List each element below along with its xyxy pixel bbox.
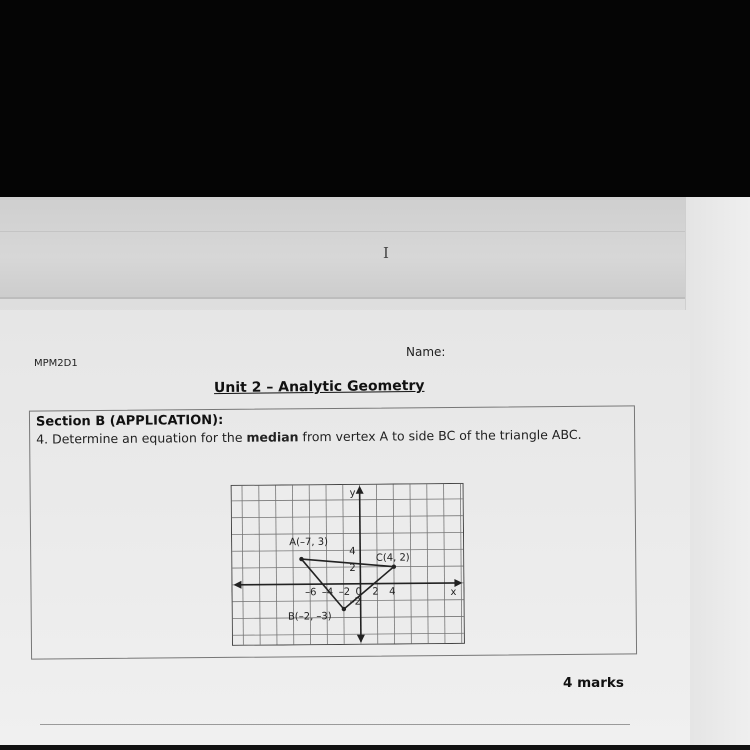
x-tick-label: –2	[338, 586, 351, 598]
toolbar-divider	[0, 231, 700, 232]
scrollbar-gutter[interactable]	[685, 197, 750, 750]
vertex-point	[342, 607, 346, 611]
question-text	[36, 426, 626, 447]
black-bottom-edge	[0, 745, 750, 750]
question-box	[29, 405, 637, 659]
unit-title: Unit 2 – Analytic Geometry	[213, 377, 425, 397]
document-page	[0, 310, 690, 750]
question-keyword: median	[246, 429, 299, 445]
y-tick-label: –2	[349, 596, 362, 608]
section-heading: Section B (APPLICATION):	[35, 412, 224, 430]
marks-label: 4 marks	[563, 675, 624, 691]
x-tick-label: 0	[355, 586, 362, 598]
text-cursor-icon: I	[383, 244, 389, 262]
answer-rule	[40, 724, 630, 725]
x-tick-label: 2	[372, 586, 379, 598]
question-prefix: 4. Determine an equation for the	[36, 429, 247, 447]
y-tick-label: 2	[349, 563, 356, 575]
x-tick-label: –4	[321, 586, 334, 599]
vertex-label: A(–7, 3)	[289, 536, 329, 549]
y-axis-label: y	[349, 487, 356, 499]
x-tick-label: 4	[389, 586, 396, 598]
name-label: Name:	[406, 345, 446, 359]
course-code: MPM2D1	[34, 358, 78, 369]
x-tick-label: –6	[305, 587, 317, 599]
toolbar-band	[0, 197, 750, 299]
black-top-region	[0, 0, 750, 197]
vertex-point	[299, 557, 303, 561]
vertex-label: C(4, 2)	[375, 552, 410, 564]
y-tick-label: 4	[349, 546, 356, 558]
question-suffix: from vertex A to side BC of the triangle ABC.	[298, 426, 582, 445]
vertex-label: B(–2, –3)	[287, 611, 332, 623]
screen-area	[0, 197, 750, 750]
x-axis-label: x	[450, 586, 457, 598]
coordinate-graph	[231, 483, 465, 646]
vertex-point	[392, 564, 396, 568]
